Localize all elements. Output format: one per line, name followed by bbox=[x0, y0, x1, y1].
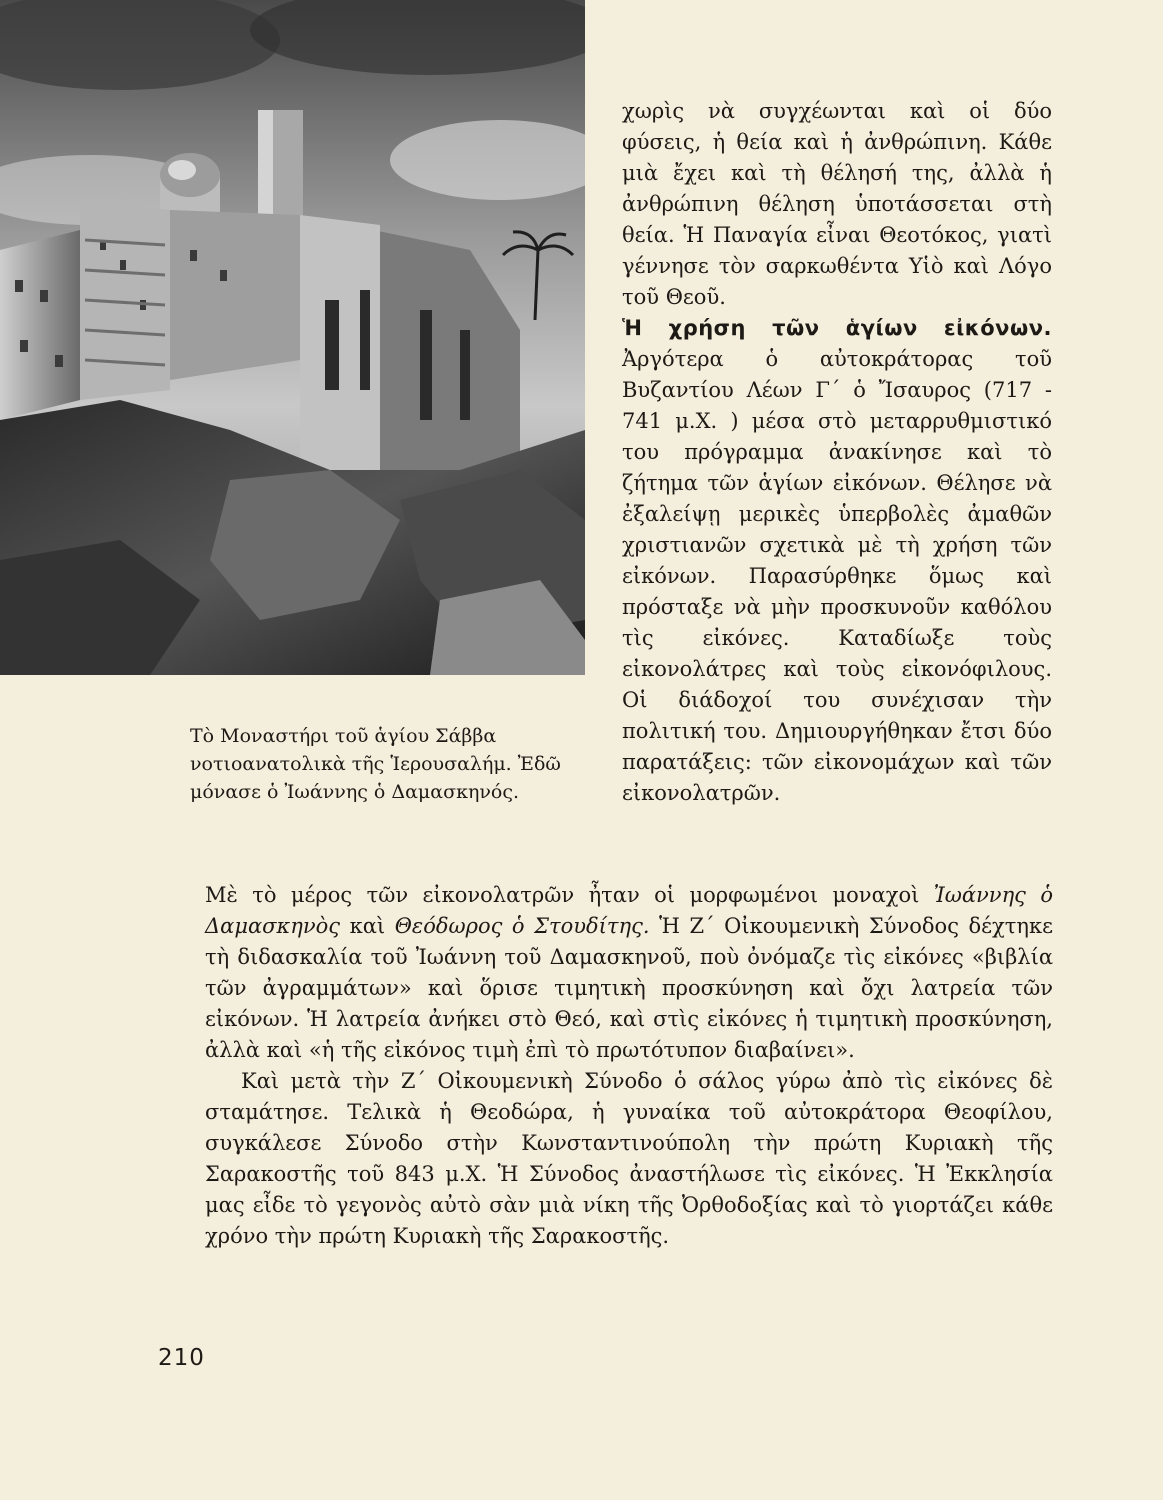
paragraph-restoration: Καὶ μετὰ τὴν Ζ΄ Οἰκουμενικὴ Σύνοδο ὁ σάλος γύρω ἀπὸ τὶς εἰκόνες δὲ σταμάτησε. Τελικὰ ἡ Θεοδώρα, ἡ γυναίκα τοῦ αὐτοκράτορα Θεοφίλου, συγκάλεσε Σύνοδο στὴν Κωνσταντινούπολη τὴν πρώτη Κυριακὴ τῆς Σαρακοστῆς τοῦ 843 μ.Χ. Ἡ Σύνοδος ἀναστήλωσε τὶς εἰκόνες. Ἡ Ἐκκλησία μας εἶδε τὸ γεγονὸς αὐτὸ σὰν μιὰ νίκη τῆς Ὀρθοδοξίας καὶ τὸ γιορτάζει κάθε χρόνο τὴν πρώτη Κυριακὴ τῆς Σαρακοστῆς. bbox=[205, 1069, 1053, 1248]
paragraph-icons-text: Ἀργότερα ὁ αὐτοκράτορας τοῦ Βυζαντίου Λέων Γ΄ ὁ Ἴσαυρος (717 - 741 μ.Χ. ) μέσα στὸ μεταρρυθμιστικό του πρόγραμμα ἀνακίνησε καὶ τὸ ζήτημα τῶν ἁγίων εἰκόνων. Θέλησε νὰ ἐξαλείψῃ μερικὲς ὑπερβολὲς ἀμαθῶν χριστιανῶν σχετικὰ μὲ τὴ χρήση τῶν εἰκόνων. Παρασύρθηκε ὅμως καὶ πρόσταξε νὰ μὴν προσκυνοῦν καθόλου τὶς εἰκόνες. Καταδίωξε τοὺς εἰκονολάτρες καὶ τοὺς εἰκονόφιλους. Οἱ διάδοχοί του συνέχισαν τὴν πολιτική του. Δημιουργήθηκαν ἔτσι δύο παρατάξεις: τῶν εἰκονομάχων καὶ τῶν εἰκονολατρῶν. bbox=[622, 347, 1052, 805]
text-column-right bbox=[622, 96, 1052, 809]
text-full-width bbox=[205, 880, 1053, 1252]
monastery-photo bbox=[0, 0, 585, 675]
photo-caption bbox=[190, 722, 590, 806]
caption-text: Τὸ Μοναστήρι τοῦ ἁγίου Σάββα νοτιοανατολικὰ τῆς Ἱερουσαλήμ. Ἐδῶ μόνασε ὁ Ἰωάννης ὁ Δαμασκηνός. bbox=[190, 725, 561, 803]
page-number: 210 bbox=[158, 1345, 205, 1371]
paragraph-iconophiles-end: Ἡ Ζ΄ Οἰκουμενικὴ Σύνοδος δέχτηκε τὴ διδασκαλία τοῦ Ἰωάννη τοῦ Δαμασκηνοῦ, ποὺ ὀνόμαζε τὶς εἰκόνες «βιβλία τῶν ἀγραμμάτων» καὶ ὅρισε τιμητικὴ προσκύνηση καὶ ὄχι λατρεία τῶν εἰκόνων. Ἡ λατρεία ἀνήκει στὸ Θεό, καὶ στὶς εἰκόνες ἡ τιμητικὴ προσκύνηση, ἀλλὰ καὶ «ἡ τῆς εἰκόνος τιμὴ ἐπὶ τὸ πρωτότυπον διαβαίνει». bbox=[205, 914, 1053, 1062]
paragraph-iconophiles bbox=[205, 880, 1053, 1066]
conjunction: καὶ bbox=[349, 914, 386, 938]
photo-graphic bbox=[0, 0, 585, 675]
name-theodore-studite: Θεόδωρος ὁ Στουδίτης. bbox=[394, 914, 650, 938]
paragraph-natures: χωρὶς νὰ συγχέωνται καὶ οἱ δύο φύσεις, ἡ θεία καὶ ἡ ἀνθρώπινη. Κάθε μιὰ ἔχει καὶ τὴ θέλησή της, ἀλλὰ ἡ ἀνθρώπινη θέληση ὑποτάσσεται στὴ θεία. Ἡ Παναγία εἶναι Θεοτόκος, γιατὶ γέννησε τὸν σαρκωθέντα Υἱὸ καὶ Λόγο τοῦ Θεοῦ. bbox=[622, 99, 1052, 309]
paragraph-iconophiles-start: Μὲ τὸ μέρος τῶν εἰκονολατρῶν ἦταν οἱ μορφωμένοι μοναχοὶ bbox=[205, 883, 920, 907]
name-john-damascene: Ἰωάννης ὁ Δαμασκηνὸς bbox=[205, 883, 1053, 938]
paragraph-icons bbox=[622, 313, 1052, 809]
section-heading: Ἡ χρήση τῶν ἁγίων εἰκόνων. bbox=[622, 316, 1052, 340]
